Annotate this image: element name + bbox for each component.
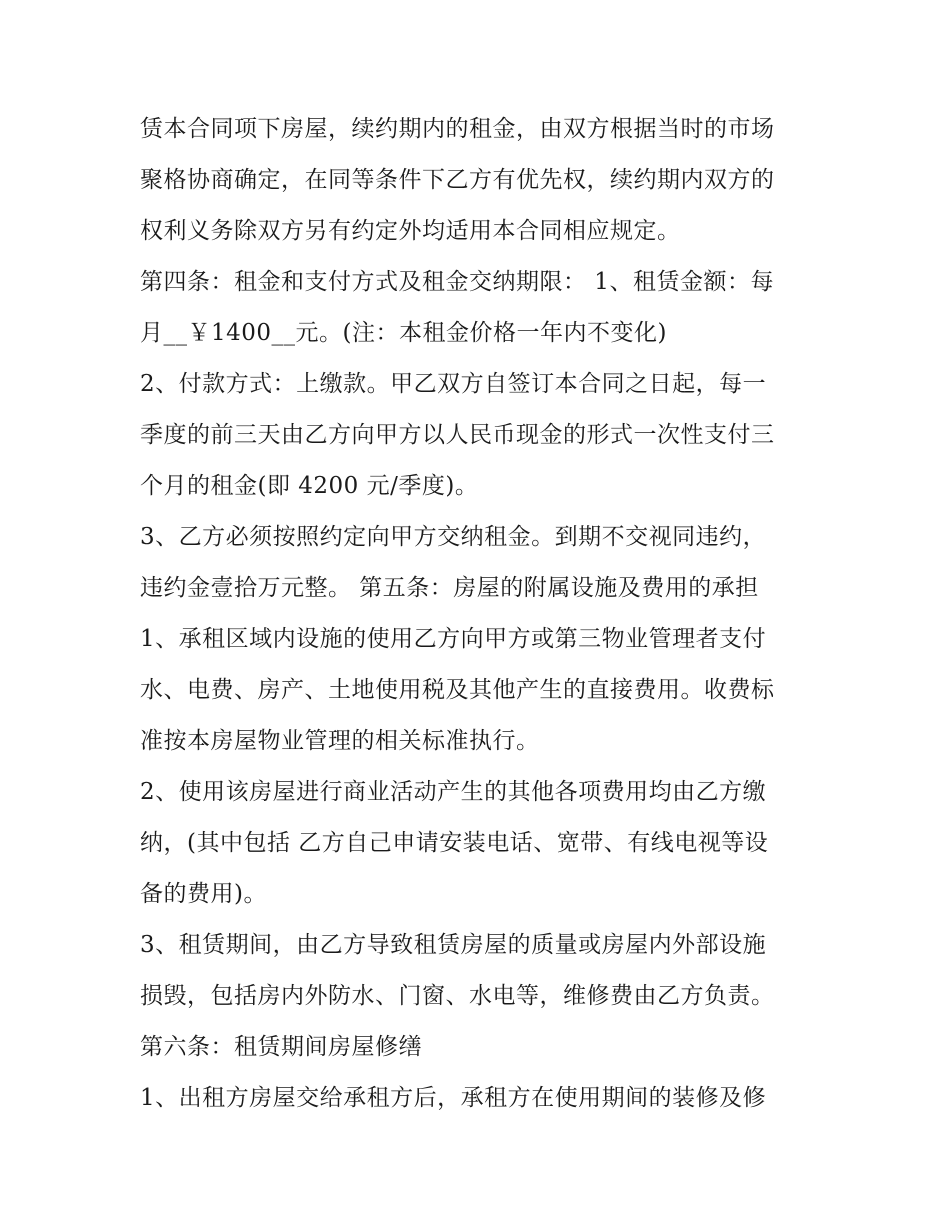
text-line: 3、乙方必须按照约定向甲方交纳租金。到期不交视同违约， <box>140 524 767 550</box>
text-line: 1、承租区域内设施的使用乙方向甲方或第三物业管理者支付 <box>140 626 767 652</box>
text-line: 2、使用该房屋进行商业活动产生的其他各项费用均由乙方缴 <box>140 779 767 805</box>
article-five-heading-line: 违约金壹拾万元整。 第五条：房屋的附属设施及费用的承担 <box>140 575 759 601</box>
document-body <box>140 104 820 1124</box>
rent-amount-line: 月__￥1400__元。(注：本租金价格一年内不变化) <box>140 320 667 346</box>
text-line: 个月的租金(即 4200 元/季度)。 <box>140 473 479 499</box>
text-line: 水、电费、房产、土地使用税及其他产生的直接费用。收费标 <box>140 677 775 703</box>
text-line: 权利义务除双方另有约定外均适用本合同相应规定。 <box>140 218 681 244</box>
text-line: 聚格协商确定，在同等条件下乙方有优先权，续约期内双方的 <box>140 167 775 193</box>
text-line: 1、出租方房屋交给承租方后，承租方在使用期间的装修及修 <box>140 1085 767 1111</box>
text-line: 2、付款方式：上缴款。甲乙双方自签订本合同之日起，每一 <box>140 371 767 397</box>
text-line: 准按本房屋物业管理的相关标准执行。 <box>140 728 540 754</box>
article-six-heading-line: 第六条：租赁期间房屋修缮 <box>140 1034 422 1060</box>
text-line: 纳，(其中包括 乙方自己申请安装电话、宽带、有线电视等设 <box>140 830 769 856</box>
text-line: 3、租赁期间，由乙方导致租赁房屋的质量或房屋内外部设施 <box>140 932 767 958</box>
text-line: 赁本合同项下房屋，续约期内的租金，由双方根据当时的市场 <box>140 116 775 142</box>
article-four-heading-line: 第四条：租金和支付方式及租金交纳期限： 1、租赁金额：每 <box>140 269 774 295</box>
text-line: 季度的前三天由乙方向甲方以人民币现金的形式一次性支付三 <box>140 422 775 448</box>
text-line: 损毁，包括房内外防水、门窗、水电等，维修费由乙方负责。 <box>140 983 775 1009</box>
text-line: 备的费用)。 <box>140 881 267 907</box>
